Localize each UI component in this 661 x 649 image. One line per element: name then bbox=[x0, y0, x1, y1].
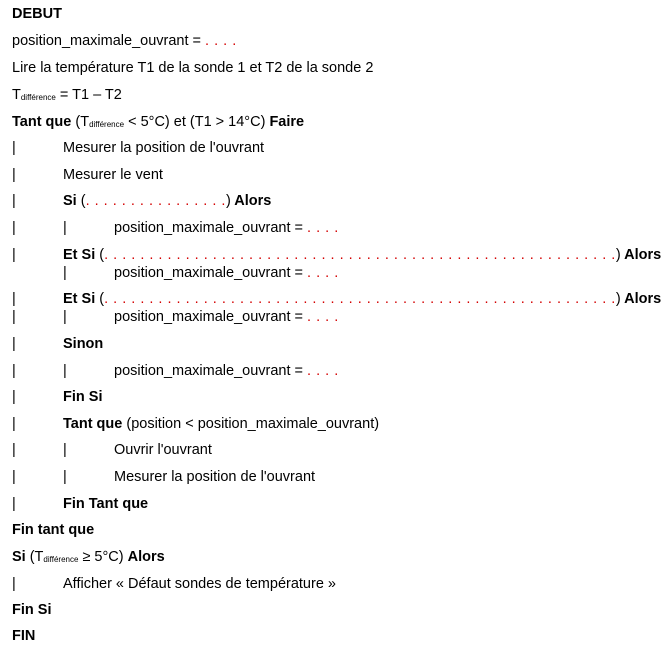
cond-a: (T bbox=[71, 114, 90, 130]
block-bar: | bbox=[12, 140, 16, 156]
tdiff-expr: = T1 – T2 bbox=[55, 87, 122, 103]
pos-assign: position_maximale_ouvrant = bbox=[114, 309, 308, 325]
ouvrir-text: Ouvrir l'ouvrant bbox=[114, 442, 212, 458]
keyword-alors: Alors bbox=[620, 291, 661, 307]
block-bar: | bbox=[12, 291, 16, 307]
cond-b: < 5°C) et (T1 > 14°C) bbox=[124, 114, 270, 130]
block-bar: | bbox=[12, 167, 16, 183]
line-tantque bbox=[0, 113, 592, 131]
block-bar: | bbox=[12, 220, 16, 236]
blank-dots: . . . . bbox=[307, 309, 339, 325]
keyword-fintantque: Fin Tant que bbox=[63, 496, 149, 512]
blank-dots: . . . . . . . . . . . . . . . . . . . . . . . . . . . . . . . . . . . . . . . . . . . . . . . . . . . . . . . . . bbox=[104, 291, 616, 307]
tdiff-subscript: différence bbox=[43, 555, 79, 564]
line-assign-4 bbox=[0, 362, 592, 380]
keyword-alors: Alors bbox=[230, 193, 272, 209]
inner-bar: | bbox=[63, 442, 67, 458]
block-bar: | bbox=[12, 193, 16, 209]
mesurer-vent-text: Mesurer le vent bbox=[63, 167, 163, 183]
mesurer-pos-text: Mesurer la position de l'ouvrant bbox=[63, 140, 265, 156]
block-bar: | bbox=[12, 309, 16, 325]
keyword-alors: Alors bbox=[620, 247, 661, 263]
keyword-tantque: Tant que bbox=[12, 114, 72, 130]
lire-text: Lire la température T1 de la sonde 1 et T2 de la sonde 2 bbox=[12, 60, 374, 76]
line-etsi-1 bbox=[0, 246, 661, 264]
line-lire bbox=[0, 59, 592, 77]
block-bar: | bbox=[12, 247, 16, 263]
tdiff-subscript: différence bbox=[89, 120, 125, 129]
line-position-max bbox=[0, 32, 592, 50]
block-bar: | bbox=[12, 469, 16, 485]
line-mesurer-pos bbox=[0, 139, 592, 157]
block-bar: | bbox=[12, 363, 16, 379]
blank-dots: . . . . bbox=[307, 220, 339, 236]
mesurer-pos2-text: Mesurer la position de l'ouvrant bbox=[114, 469, 316, 485]
blank-dots: . . . . . . . . . . . . . . . . bbox=[85, 193, 226, 209]
blank-dots: . . . . bbox=[307, 265, 339, 281]
pos-assign: position_maximale_ouvrant = bbox=[114, 363, 308, 379]
inner-bar: | bbox=[63, 309, 67, 325]
block-bar: | bbox=[12, 336, 16, 352]
line-si bbox=[0, 192, 592, 210]
tdiff-subscript: différence bbox=[20, 93, 56, 102]
keyword-finsi-outer: Fin Si bbox=[12, 602, 52, 618]
line-assign-1 bbox=[0, 219, 592, 237]
line-ouvrir bbox=[0, 441, 592, 459]
keyword-tantque: Tant que bbox=[63, 416, 123, 432]
close-paren: ) bbox=[615, 291, 621, 307]
inner-bar: | bbox=[63, 469, 67, 485]
keyword-fin: FIN bbox=[12, 628, 36, 644]
line-fin bbox=[0, 627, 592, 645]
line-fintantque-inner bbox=[0, 495, 592, 513]
line-assign-3 bbox=[0, 308, 592, 326]
keyword-alors: Alors bbox=[127, 549, 165, 565]
line-debut bbox=[0, 5, 592, 23]
keyword-si: Si bbox=[12, 549, 26, 565]
tdiff-T: T bbox=[12, 87, 21, 103]
close-paren: ) bbox=[615, 247, 621, 263]
block-bar: | bbox=[12, 442, 16, 458]
keyword-si: Si bbox=[63, 193, 77, 209]
line-finsi-2 bbox=[0, 601, 592, 619]
line-mesurer-vent bbox=[0, 166, 592, 184]
open-paren: ( bbox=[76, 193, 86, 209]
open-paren: ( bbox=[95, 291, 105, 307]
keyword-etsi: Et Si bbox=[63, 291, 96, 307]
pos-assign: position_maximale_ouvrant = bbox=[114, 220, 308, 236]
line-tantque-2 bbox=[0, 415, 592, 433]
block-bar: | bbox=[12, 496, 16, 512]
line-assign-2 bbox=[0, 264, 592, 282]
pos-assign: position_maximale_ouvrant = bbox=[114, 265, 308, 281]
si2-cond-b: ≥ 5°C) bbox=[78, 549, 128, 565]
pos-max-label: position_maximale_ouvrant = bbox=[12, 33, 206, 49]
blank-dots: . . . . bbox=[307, 363, 339, 379]
inner-bar: | bbox=[63, 265, 67, 281]
line-sinon bbox=[0, 335, 592, 353]
inner-bar: | bbox=[63, 363, 67, 379]
blank-dots: . . . . bbox=[205, 33, 237, 49]
keyword-sinon: Sinon bbox=[63, 336, 104, 352]
keyword-etsi: Et Si bbox=[63, 247, 96, 263]
line-si-2 bbox=[0, 548, 592, 566]
block-bar: | bbox=[12, 576, 16, 592]
tantque2-cond: (position < position_maximale_ouvrant) bbox=[122, 416, 380, 432]
open-paren: ( bbox=[95, 247, 105, 263]
afficher-text: Afficher « Défaut sondes de température » bbox=[63, 576, 336, 592]
line-etsi-2 bbox=[0, 290, 661, 308]
line-afficher bbox=[0, 575, 592, 593]
line-tdiff bbox=[0, 86, 592, 104]
keyword-fintantque-outer: Fin tant que bbox=[12, 522, 95, 538]
line-fintantque bbox=[0, 521, 592, 539]
block-bar: | bbox=[12, 389, 16, 405]
inner-bar: | bbox=[63, 220, 67, 236]
line-finsi bbox=[0, 388, 592, 406]
si2-cond-a: (T bbox=[25, 549, 44, 565]
keyword-faire: Faire bbox=[269, 114, 305, 130]
keyword-finsi: Fin Si bbox=[63, 389, 103, 405]
line-mesurer-pos-2 bbox=[0, 468, 592, 486]
keyword-debut: DEBUT bbox=[12, 6, 62, 22]
blank-dots: . . . . . . . . . . . . . . . . . . . . . . . . . . . . . . . . . . . . . . . . . . . . . . . . . . . . . . . . . bbox=[104, 247, 616, 263]
block-bar: | bbox=[12, 416, 16, 432]
close-paren: ) bbox=[225, 193, 231, 209]
